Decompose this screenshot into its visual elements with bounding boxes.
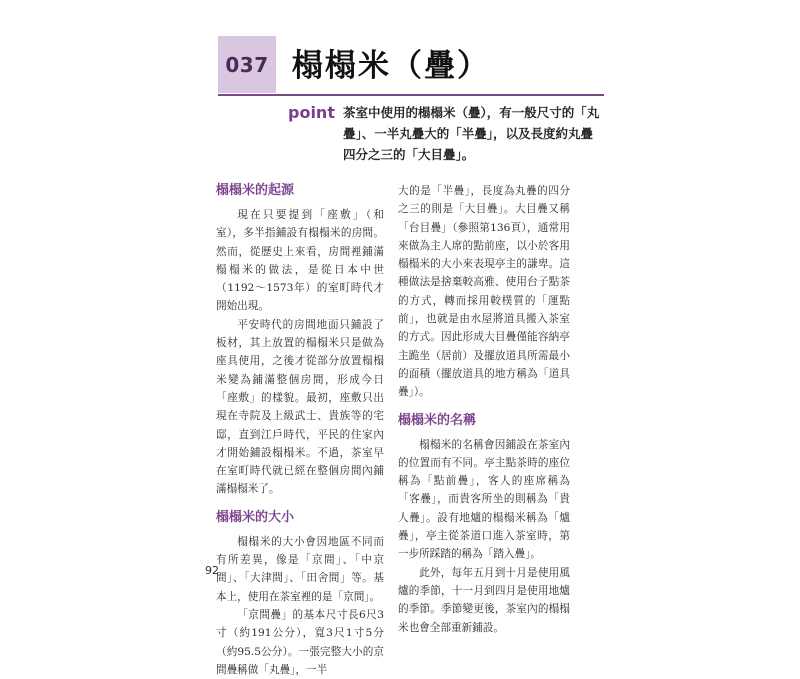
page-title: 榻榻米（疊） — [292, 48, 490, 84]
point-summary: 茶室中使用的榻榻米（疊），有一般尺寸的「丸疊」、一半丸疊大的「半疊」，以及長度約丸疊四分之三的「大目疊」。 — [343, 105, 600, 162]
paragraph: 「京間疊」的基本尺寸長6尺3寸（約191公分），寬3尺1寸5分（約95.5公分）。一張完整大小的京間疊稱做「丸疊」，一半 — [216, 608, 384, 676]
point-label: point — [288, 103, 335, 122]
paragraph: 此外，每年五月到十月是使用風爐的季節，十一月到四月是使用地爐的季節。季節變更後，茶室內的榻榻米也會全部重新鋪設。 — [398, 566, 570, 634]
paragraph: 榻榻米的名稱會因鋪設在茶室內的位置而有不同。亭主點茶時的座位稱為「點前疊」，客人的座席稱為「客疊」，而貴客所坐的則稱為「貴人疊」。設有地爐的榻榻米稱為「爐疊」，亭主從茶道口進入茶室時，第一步所踩踏的稱為「踏入疊」。 — [398, 438, 570, 561]
paragraph: 平安時代的房間地面只鋪設了板材，其上放置的榻榻米只是做為座具使用，之後才從部分放置榻榻米變為鋪滿整個房間，形成今日「座敷」的樣貌。最初，座敷只出現在寺院及上級武士、貴族等的宅邸，直到江戶時代，平民的住家內才開始鋪設榻榻米。不過，茶室早在室町時代就已經在整個房間內鋪滿榻榻米了。 — [216, 318, 384, 496]
page-number: 92 — [205, 564, 219, 577]
left-column — [216, 182, 384, 679]
paragraph: 現在只要提到「座敷」（和室），多半指鋪設有榻榻米的房間。然而，從歷史上來看，房間裡鋪滿榻榻米的做法，是從日本中世（1192～1573年）的室町時代才開始出現。 — [216, 209, 384, 313]
paragraph: 榻榻米的大小會因地區不同而有所差異，像是「京間」、「中京間」、「大津間」、「田舍間」等。基本上，使用在茶室裡的是「京間」。 — [216, 535, 384, 603]
section-heading-origin: 榻榻米的起源 — [216, 183, 295, 198]
paragraph: 大的是「半疊」，長度為丸疊的四分之三的則是「大目疊」。大目疊又稱「台目疊」（參照第136頁），通常用來做為主人席的點前座，以小於客用榻榻米的大小來表現亭主的謙卑。這種做法是捨棄較高雅、使用台子點茶的方式，轉而採用較樸質的「運點前」，也就是由水屋將道具搬入茶室的方式。因此形成大目疊僅能容納亭主跪坐（居前）及擺放道具所需最小的面積（擺放道具的地方稱為「道具疊」）。 — [398, 185, 570, 399]
section-number: 037 — [218, 36, 276, 93]
section-heading-size: 榻榻米的大小 — [216, 509, 295, 525]
section-heading-names: 榻榻米的名稱 — [398, 412, 477, 428]
right-column — [398, 182, 570, 637]
